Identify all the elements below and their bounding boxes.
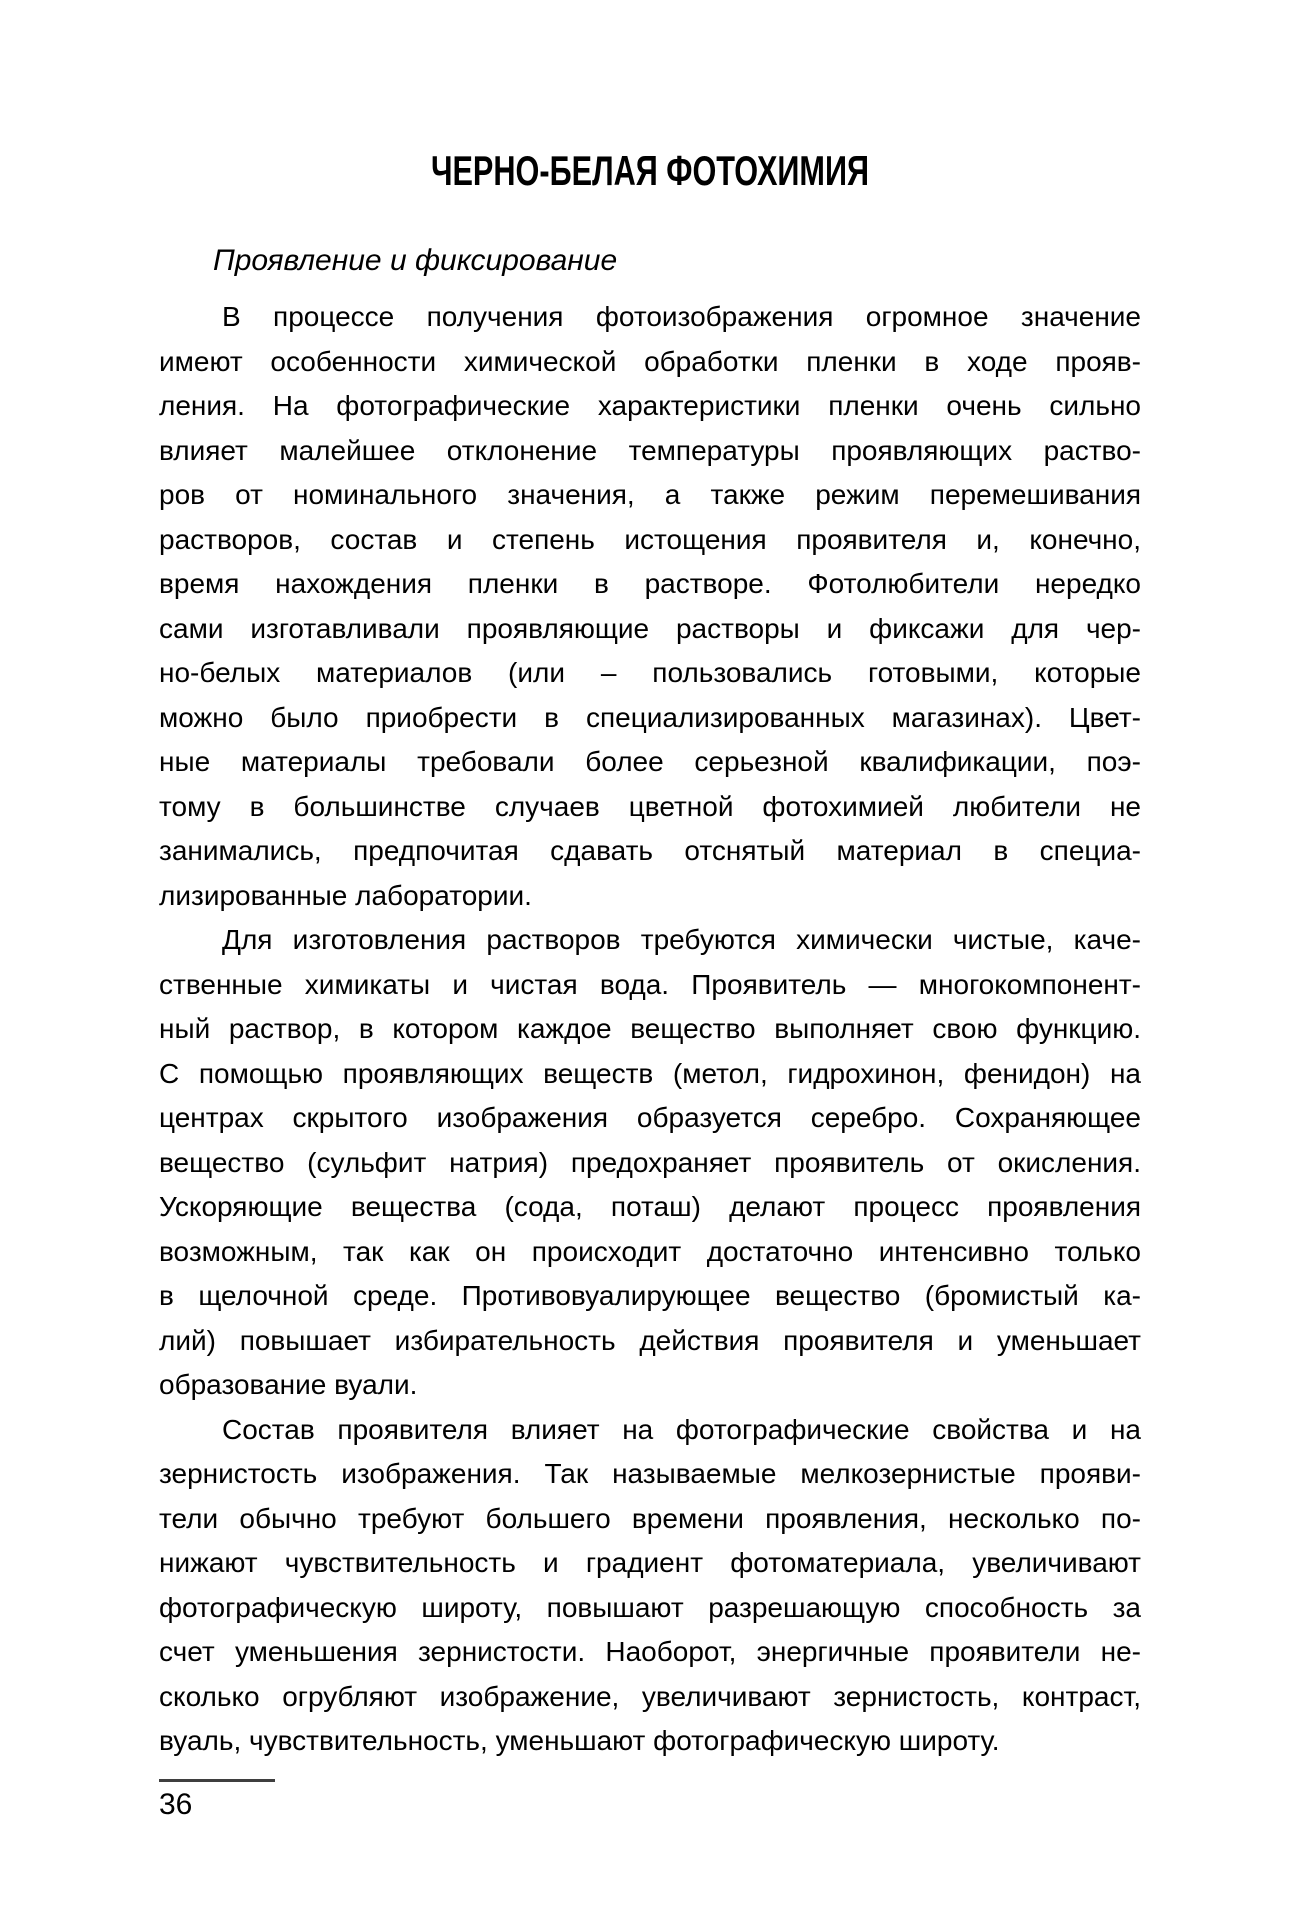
text-line: Ускоряющие вещества (сода, поташ) делают процесс проявления	[159, 1191, 1141, 1222]
text-line: растворов, состав и степень истощения проявителя и, конечно,	[159, 523, 1141, 555]
text-line: тели обычно требуют большего времени проявления, несколько по-	[159, 1502, 1141, 1534]
text-line: вуаль, чувствительность, уменьшают фотографическую широту.	[159, 1725, 1000, 1756]
text-line: ные материалы требовали более серьезной квалификации, поэ-	[159, 746, 1141, 777]
text-line: нижают чувствительность и градиент фотоматериала, увеличивают	[159, 1547, 1141, 1578]
text-line: зернистость изображения. Так называемые мелкозернистые прояви-	[159, 1458, 1141, 1489]
text-line: Для изготовления растворов требуются химически чистые, каче-	[222, 924, 1141, 955]
body-text	[159, 295, 1141, 1764]
text-line: ственные химикаты и чистая вода. Проявитель — многокомпонент-	[159, 968, 1141, 1000]
text-line: вещество (сульфит натрия) предохраняет проявитель от окисления.	[159, 1146, 1141, 1178]
text-line: сами изготавливали проявляющие растворы и фиксажи для чер-	[159, 612, 1141, 644]
text-line: ров от номинального значения, а также режим перемешивания	[159, 479, 1141, 510]
text-line: С помощью проявляющих веществ (метол, гидрохинон, фенидон) на	[159, 1057, 1141, 1089]
page-number: 36	[159, 1788, 193, 1821]
text-line: центрах скрытого изображения образуется серебро. Сохраняющее	[159, 1102, 1141, 1133]
text-line: можно было приобрести в специализированных магазинах). Цвет-	[159, 701, 1141, 733]
paragraph	[159, 918, 1141, 1408]
section-subtitle: Проявление и фиксирование	[213, 244, 618, 277]
text-line: влияет малейшее отклонение температуры проявляющих раство-	[159, 434, 1141, 466]
text-line: лий) повышает избирательность действия проявителя и уменьшает	[159, 1324, 1141, 1356]
paragraph	[159, 1408, 1141, 1764]
chapter-title: ЧЕРНО-БЕЛАЯ ФОТОХИМИЯ	[430, 147, 870, 194]
text-line: тому в большинстве случаев цветной фотохимией любители не	[159, 790, 1141, 822]
text-line: фотографическую широту, повышают разрешающую способность за	[159, 1591, 1141, 1623]
footer-divider	[159, 1779, 275, 1782]
text-line: образование вуали.	[159, 1369, 418, 1400]
text-line: возможным, так как он происходит достаточно интенсивно только	[159, 1235, 1141, 1267]
text-line: сколько огрубляют изображение, увеличивают зернистость, контраст,	[159, 1680, 1141, 1712]
text-line: время нахождения пленки в растворе. Фотолюбители нередко	[159, 568, 1141, 599]
text-line: в щелочной среде. Противовуалирующее вещество (бромистый ка-	[159, 1280, 1141, 1311]
text-line: лизированные лаборатории.	[159, 879, 532, 911]
paragraph	[159, 295, 1141, 918]
text-line: счет уменьшения зернистости. Наоборот, энергичные проявители не-	[159, 1636, 1141, 1667]
text-line: но-белых материалов (или – пользовались готовыми, которые	[159, 657, 1141, 688]
text-line: В процессе получения фотоизображения огромное значение	[222, 301, 1141, 332]
text-line: ный раствор, в котором каждое вещество выполняет свою функцию.	[159, 1013, 1141, 1044]
text-line: ления. На фотографические характеристики пленки очень сильно	[159, 390, 1141, 421]
text-line: Состав проявителя влияет на фотографические свойства и на	[222, 1413, 1141, 1445]
text-line: занимались, предпочитая сдавать отснятый материал в специа-	[159, 835, 1141, 866]
text-line: имеют особенности химической обработки пленки в ходе прояв-	[159, 345, 1141, 377]
